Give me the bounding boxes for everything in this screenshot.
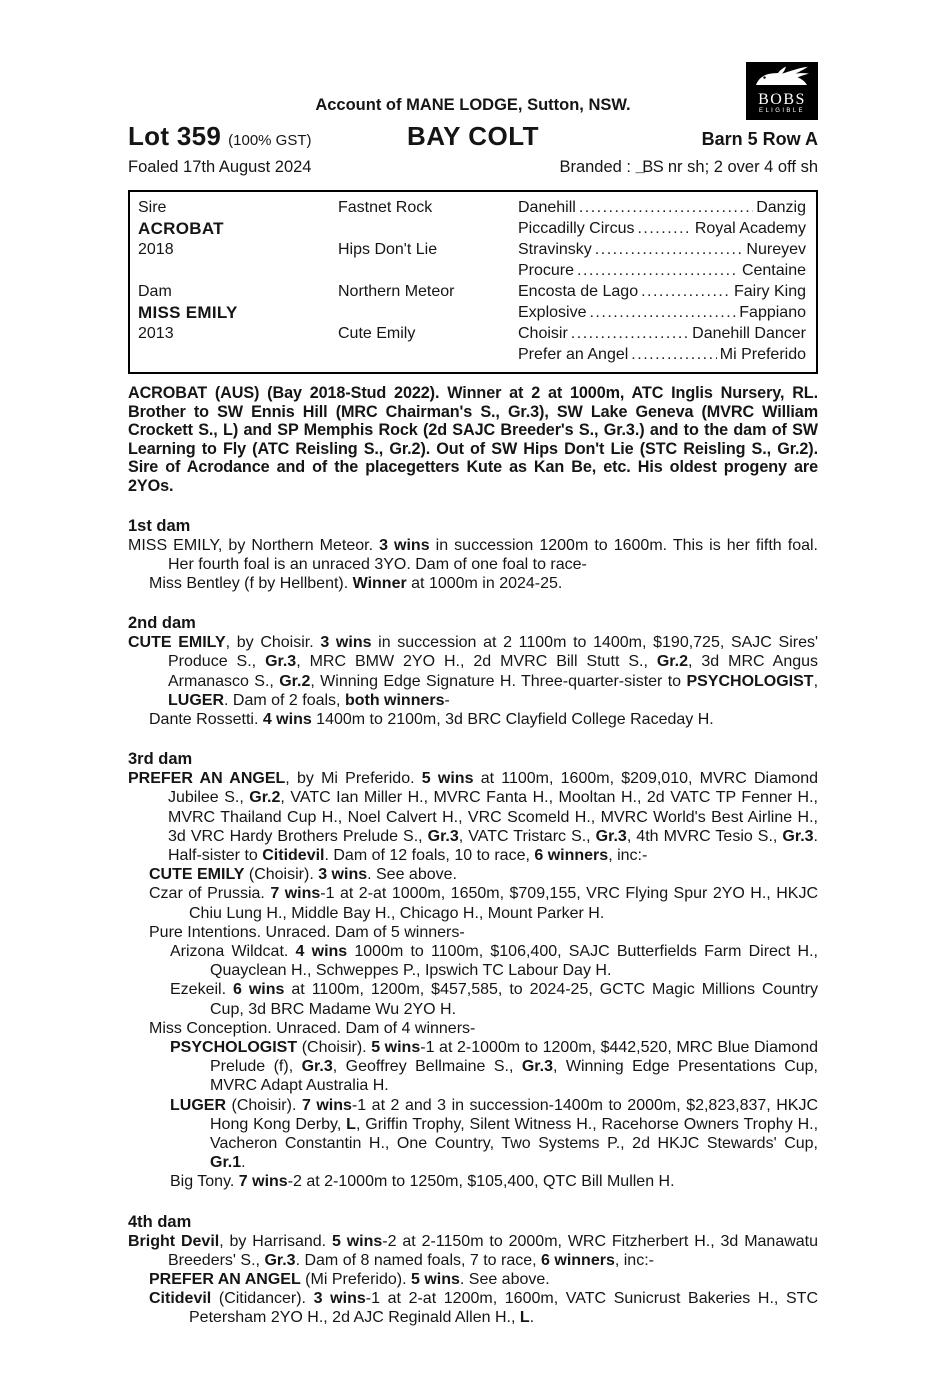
pedigree-gen3-row: Danehill ..... Danzig xyxy=(518,197,806,218)
sire-name: ACROBAT xyxy=(138,219,224,238)
pedigree-gen3-row: Explosive ..... Fappiano xyxy=(518,302,806,323)
foaled-date: Foaled 17th August 2024 xyxy=(128,158,312,176)
sire-year: 2018 xyxy=(138,241,174,258)
sire-label: Sire xyxy=(138,199,167,216)
dam-label: Dam xyxy=(138,283,172,300)
dam-record-paragraph: PREFER AN ANGEL, by Mi Preferido. 5 wins at 1100m, 1600m, $209,010, MVRC Diamond Jubilee S., Gr.2, VATC Ian Miller H., MVRC Fanta H., Mooltan H., 2d VATC TP Fenner H., MVRC Thailand Cup H., Noel Calvert H., VRC Scomeld H., MVRC World's Best Airline H., 3d VRC Hardy Brothers Prelude S., Gr.3, VATC Tristarc S., Gr.3, 4th MVRC Tesio S., Gr.3. Half-sister to Citidevil. Dam of 12 foals, 10 to race, 6 winners, inc:- xyxy=(128,770,819,864)
pedigree-gen3-row: Stravinsky ..... Nureyev xyxy=(518,239,806,260)
dam-block xyxy=(138,281,806,365)
brand-mark-letters: BS xyxy=(642,158,664,176)
sire-sire-name: Fastnet Rock xyxy=(338,199,433,216)
progeny-paragraph: PSYCHOLOGIST (Choisir). 5 wins-1 at 2-1000m to 1200m, $442,520, MRC Blue Diamond Prelude (f), Gr.3, Geoffrey Bellmaine S., Gr.3, Winning Edge Presentations Cup, MVRC Adapt Australia H. xyxy=(170,1039,819,1095)
dot-leader xyxy=(579,197,753,218)
dam-name: MISS EMILY xyxy=(138,303,238,322)
barn-location: Barn 5 Row A xyxy=(701,129,818,149)
section-heading-3rd-dam: 3rd dam xyxy=(128,750,193,769)
dot-leader xyxy=(631,344,716,365)
dot-leader xyxy=(595,239,744,260)
section-heading-1st-dam: 1st dam xyxy=(128,516,191,535)
pedigree-gen3-row: Prefer an Angel ..... Mi Preferido xyxy=(518,344,806,365)
gst-note: (100% GST) xyxy=(228,132,312,149)
dot-leader xyxy=(571,323,689,344)
progeny-paragraph: Arizona Wildcat. 4 wins 1000m to 1100m, $106,400, SAJC Butterfields Farm Direct H., Quayclean H., Schweppes P., Ipswich TC Labour Day H. xyxy=(170,943,819,980)
dot-leader xyxy=(577,260,739,281)
pedigree-gen3-row: Encosta de Lago ..... Fairy King xyxy=(518,281,806,302)
account-line: Account of MANE LODGE, Sutton, NSW. xyxy=(315,96,631,114)
progeny-paragraph: Ezekeil. 6 wins at 1100m, 1200m, $457,585, to 2024-25, GCTC Magic Millions Country Cup, 3d BRC Madame Wu 2YO H. xyxy=(170,981,819,1018)
lot-row xyxy=(128,121,818,152)
progeny-paragraph: PREFER AN ANGEL (Mi Preferido). 5 wins. See above. xyxy=(149,1271,550,1289)
foal-row xyxy=(128,157,818,177)
pedigree-table xyxy=(128,190,818,374)
branded-line xyxy=(559,157,818,177)
section-heading-4th-dam: 4th dam xyxy=(128,1212,192,1231)
progeny-paragraph: LUGER (Choisir). 7 wins-1 at 2 and 3 in succession-1400m to 2000m, $2,823,837, HKJC Hong Kong Derby, L, Griffin Trophy, Silent Witness H., Racehorse Owners Trophy H., Vacheron Constantin H., One Country, Two Systems P., 2d HKJC Stewards' Cup, Gr.1. xyxy=(170,1096,819,1172)
dam-record-paragraph: CUTE EMILY, by Choisir. 3 wins in succession at 2 1100m to 1400m, $190,725, SAJC Sires' Produce S., Gr.3, MRC BMW 2YO H., 2d MVRC Bill Stutt S., Gr.2, 3d MRC Angus Armanasco S., Gr.2, Winning Edge Signature H. Three-quarter-sister to PSYCHOLOGIST, LUGER. Dam of 2 foals, both winners- xyxy=(128,634,819,709)
pedigree-gen3-row: Procure ..... Centaine xyxy=(518,260,806,281)
dot-leader xyxy=(641,281,731,302)
bobs-logo-subtitle: ELIGIBLE xyxy=(759,108,805,114)
progeny-paragraph: Czar of Prussia. 7 wins-1 at 2-at 1000m, 1650m, $709,155, VRC Flying Spur 2YO H., HKJC Chiu Lung H., Middle Bay H., Chicago H., Mount Parker H. xyxy=(149,885,819,922)
dot-leader xyxy=(637,218,691,239)
progeny-paragraph: Miss Bentley (f by Hellbent). Winner at 1000m in 2024-25. xyxy=(149,574,563,592)
dam-record-paragraph: Bright Devil, by Harrisand. 5 wins-2 at 2-1150m to 2000m, WRC Fitzherbert H., 3d Manawatu Breeders' S., Gr.3. Dam of 8 named foals, 7 to race, 6 winners, inc:- xyxy=(128,1232,819,1269)
dam-sire-name: Northern Meteor xyxy=(338,283,455,300)
sire-block xyxy=(138,197,806,281)
brand-mark xyxy=(636,158,664,176)
branded-label: Branded : xyxy=(559,158,636,176)
page-title: BAY COLT xyxy=(406,121,540,151)
lot-number: Lot 359 xyxy=(128,121,222,151)
brand-mark-low: _ xyxy=(635,157,645,175)
progeny-paragraph: Pure Intentions. Unraced. Dam of 5 winners- xyxy=(149,923,465,941)
dam-year: 2013 xyxy=(138,325,174,342)
pedigree-gen3-row: Piccadilly Circus ..... Royal Academy xyxy=(518,218,806,239)
sire-dam-name: Hips Don't Lie xyxy=(338,241,438,258)
progeny-paragraph: Citidevil (Citidancer). 3 wins-1 at 2-at 1200m, 1600m, VATC Sunicrust Bakeries H., STC Petersham 2YO H., 2d AJC Reginald Allen H., L. xyxy=(149,1290,818,1327)
dam-record-paragraph: MISS EMILY, by Northern Meteor. 3 wins in succession 1200m to 1600m. This is her fifth foal. Her fourth foal is an unraced 3YO. Dam of one foal to race- xyxy=(128,536,818,573)
sire-summary-paragraph: ACROBAT (AUS) (Bay 2018-Stud 2022). Winner at 2 at 1000m, ATC Inglis Nursery, RL. Brother to SW Ennis Hill (MRC Chairman's S., Gr.3), SW Lake Geneva (MVRC William Crockett S., L) and SP Memphis Rock (2d SAJC Breeder's S., Gr.3.) and to the dam of SW Learning to Fly (ATC Reisling S., Gr.2). Out of SW Hips Don't Lie (STC Reisling S., Gr.2). Sire of Acrodance and of the placegetters Kute as Kan Be, etc. His oldest progeny are 2YOs. xyxy=(128,384,818,495)
pedigree-gen3-row: Choisir ..... Danehill Dancer xyxy=(518,323,806,344)
progeny-paragraph: Big Tony. 7 wins-2 at 2-1000m to 1250m, $105,400, QTC Bill Mullen H. xyxy=(170,1173,675,1191)
progeny-paragraph: Miss Conception. Unraced. Dam of 4 winners- xyxy=(149,1019,476,1037)
progeny-paragraph: CUTE EMILY (Choisir). 3 wins. See above. xyxy=(149,866,457,884)
section-heading-2nd-dam: 2nd dam xyxy=(128,614,196,633)
progeny-paragraph: Dante Rossetti. 4 wins 1400m to 2100m, 3d BRC Clayfield College Raceday H. xyxy=(149,710,714,728)
dot-leader xyxy=(589,302,736,323)
bobs-logo-title: BOBS xyxy=(758,91,806,108)
branded-description: nr sh; 2 over 4 off sh xyxy=(663,158,818,176)
dam-dam-name: Cute Emily xyxy=(338,325,416,342)
